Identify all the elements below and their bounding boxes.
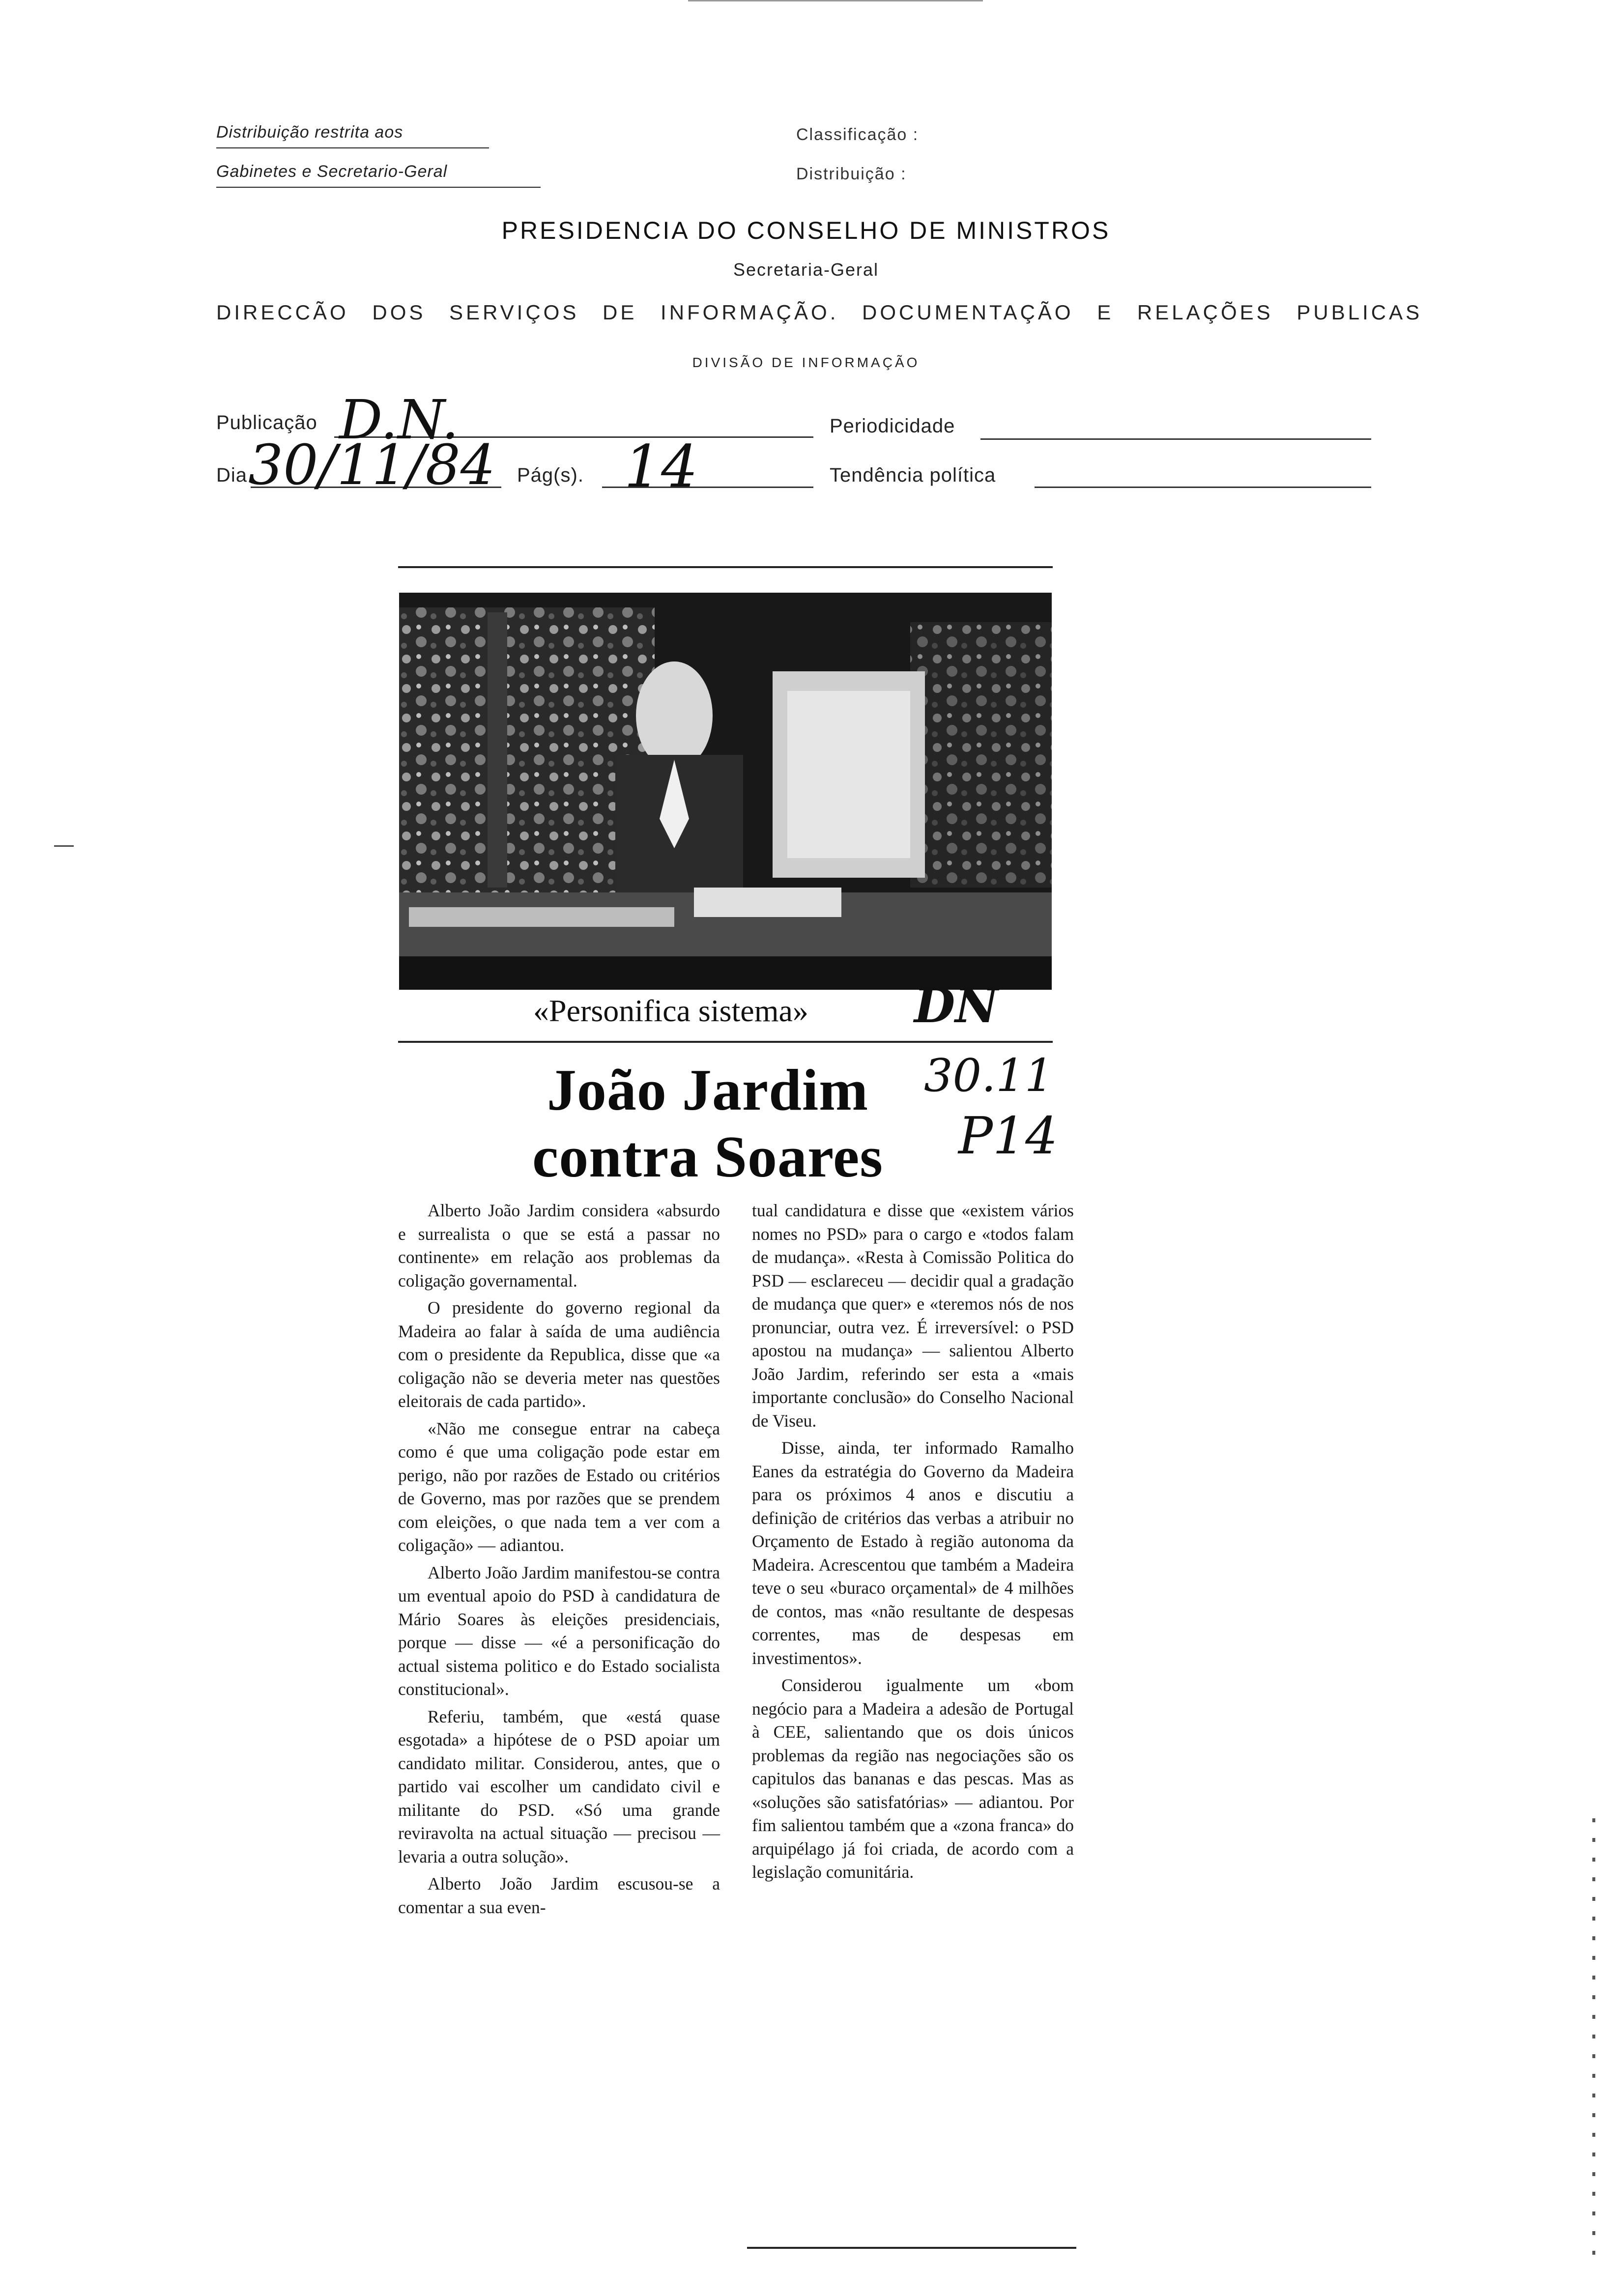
day-handwritten: 30/11/84 [248,433,496,497]
political-tendency-field[interactable] [1035,487,1371,488]
distribution-label: Distribuição : [796,165,907,183]
scan-edge-marks [1592,1818,1595,2261]
political-tendency-label: Tendência política [830,464,996,486]
classification-label: Classificação : [796,125,919,144]
kicker-rule [398,1041,1053,1043]
headline-line-2: contra Soares [532,1124,883,1189]
annotation-date: 30.11 [924,1049,1054,1102]
col1-paragraph: «Não me consegue entrar na cabeça como é que uma coligação pode estar em perigo, não por razões de Estado ou critérios de Governo, mas por razões que se prendem com eleições, o que nada tem a ver com a coligação» — adiantou. [398,1418,720,1555]
division-title: DIVISÃO DE INFORMAÇÃO [692,355,920,370]
headline-line-1: João Jardim [547,1057,869,1122]
restriction-line-2: Gabinetes e Secretario-Geral [216,162,448,181]
restriction-underline-2 [216,187,541,188]
col2-paragraph: Disse, ainda, ter informado Ramalho Eanes da estratégia do Governo da Madeira para os próximos 4 anos e discutiu a definição de critérios das verbas a atribuir no Orçamento de Estado à região autonoma da Madeira. Acrescentou que também a Madeira teve o seu «buraco orçamental» de 4 milhões de contos, mas «não resultante de despesas correntes, mas de despesas em investimentos». [752,1438,1074,1668]
periodicity-field[interactable] [980,438,1371,440]
organization-title: PRESIDENCIA DO CONSELHO DE MINISTROS [501,217,1111,244]
col1-paragraph: Alberto João Jardim escusou-se a comentar a sua even- [398,1874,720,1917]
news-photo [399,593,1052,990]
article-column-1 [398,1199,720,1923]
restriction-line-1: Distribuição restrita aos [216,123,403,142]
kicker: «Personifica sistema» [533,993,808,1028]
photo-illustration [399,593,1052,990]
col1-paragraph: Alberto João Jardim manifestou-se contra um eventual apoio do PSD à candidatura de Mário Soares às eleições presidenciais, porque — disse — «é a personificação do actual sistema politico e do Estado socialista constitucional». [398,1562,720,1699]
annotation-paper: DN [914,978,998,1033]
scan-speck [54,845,74,847]
day-label: Dia [216,464,248,486]
secretariat-title: Secretaria-Geral [733,259,879,280]
col2-paragraph: tual candidatura e disse que «existem vários nomes no PSD» para o cargo e «todos falam de mudança». «Resta à Comissão Politica do PSD — esclareceu — decidir qual a gradação de mudança que quer» e «teremos nós de nos pronunciar, outra vez. É irreversível: o PSD apostou na mudança» — salientou Alberto João Jardim, referindo ser esta a «mais importante conclusão» do Conselho Nacional de Viseu. [752,1201,1074,1431]
col1-paragraph: Referiu, também, que «está quase esgotada» a hipótese de o PSD apoiar um candidato militar. Considerou, antes, que o partido vai escolher um candidato civil e militante do PSD. «Só uma grande reviravolta na actual situação — precisou — levaria a outra solução». [398,1706,720,1866]
clipping-top-rule [398,566,1053,568]
col2-paragraph: Considerou igualmente um «bom negócio para a Madeira a adesão de Portugal à CEE, salientando que os dois únicos problemas da região nas negociações são os capitulos das bananas e das pescas. Mas as «soluções são satisfatórias» — adiantou. Por fim salientou também que a «zona franca» do arquipélago já foi criada, de acordo com a legislação comunitária. [752,1675,1074,1882]
publication-label: Publicação [216,412,317,433]
periodicity-label: Periodicidade [830,415,955,437]
directorate-title: DIRECCÃO DOS SERVIÇOS DE INFORMAÇÃO. DOCUMENTAÇÃO E RELAÇÕES PUBLICAS [216,301,1423,324]
pages-label: Pág(s). [517,464,584,486]
publication-handwritten: D.N. [339,388,459,451]
scan-speck [688,0,983,1]
clipping-bottom-rule [747,2247,1076,2249]
restriction-underline-1 [216,147,489,148]
annotation-page: P14 [958,1106,1058,1166]
headline [487,1057,929,1190]
col1-paragraph: Alberto João Jardim considera «absurdo e surrealista o que se está a passar no continente» em relação aos problemas da coligação governamental. [398,1201,720,1291]
col1-paragraph: O presidente do governo regional da Madeira ao falar à saída de uma audiência com o presidente da Republica, disse que «a coligação não se deveria meter nas questões eleitorais de cada partido». [398,1298,720,1411]
pages-handwritten: 14 [624,432,698,500]
article-column-2 [752,1199,1074,1888]
